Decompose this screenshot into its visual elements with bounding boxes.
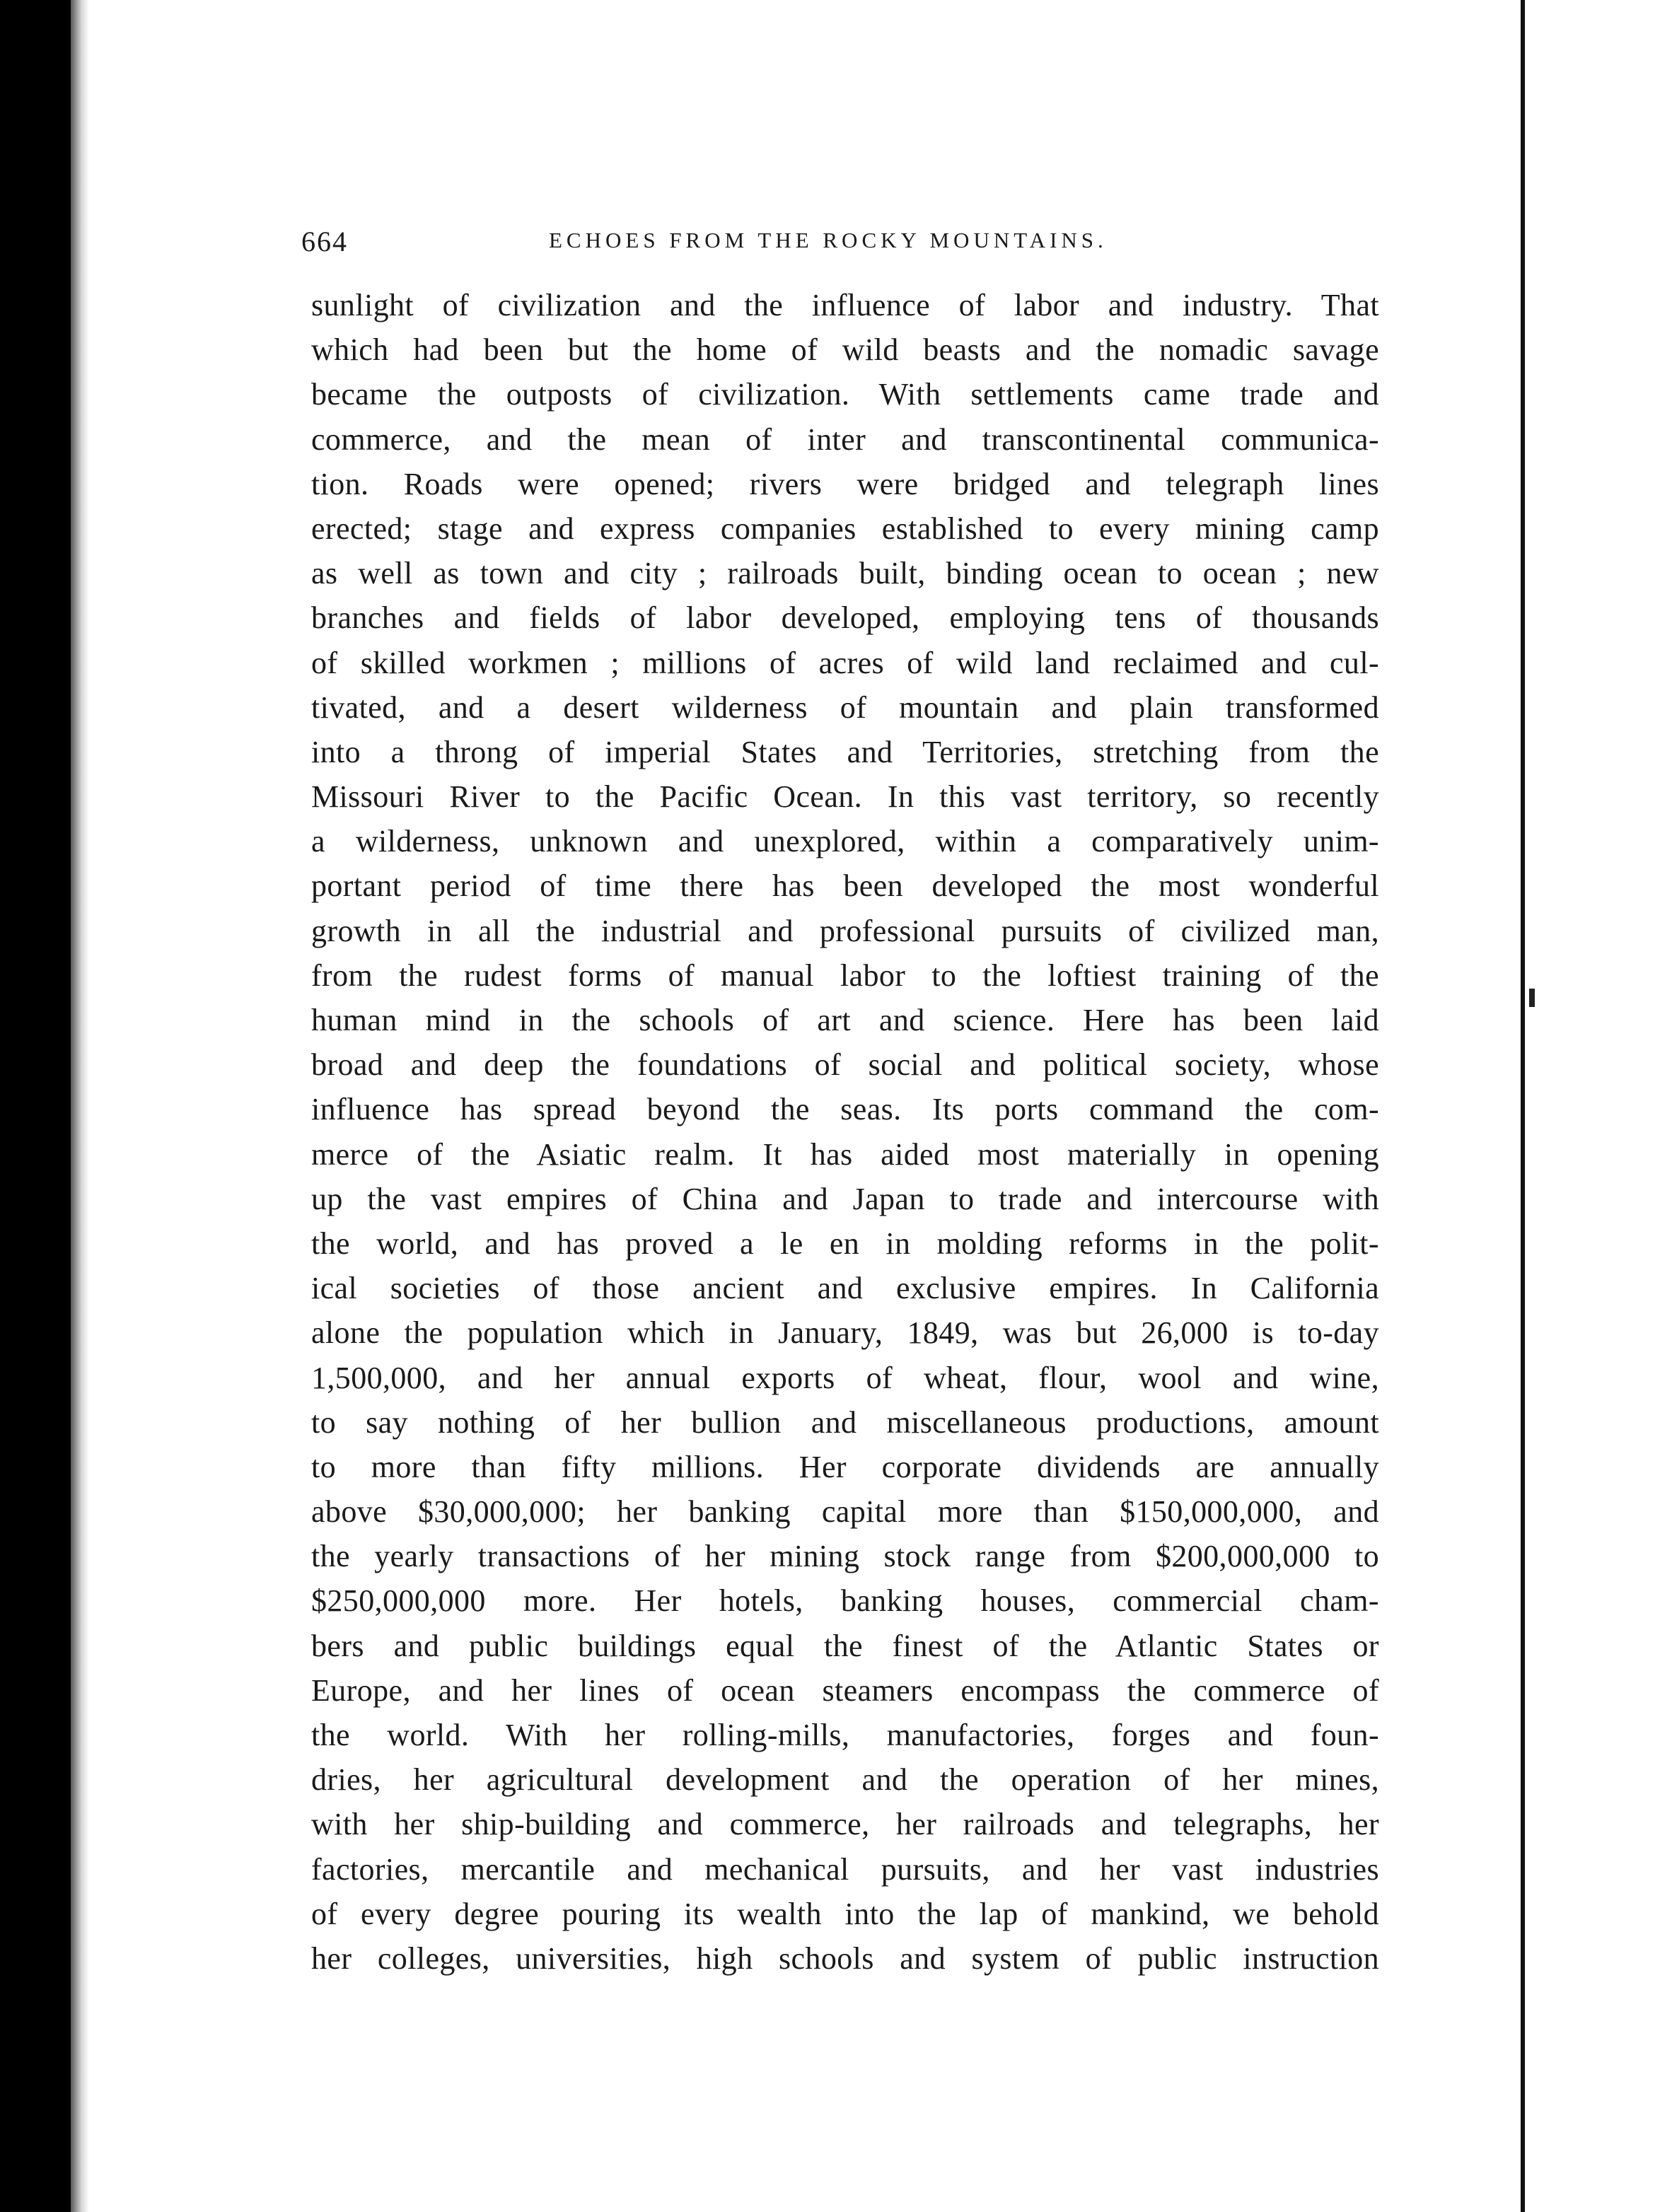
text-line: broad and deep the foundations of social and political society, whose — [311, 1047, 1379, 1083]
text-line: with her ship-building and commerce, her railroads and telegraphs, her — [311, 1807, 1379, 1842]
text-line: into a throng of imperial States and Territories, stretching from the — [311, 734, 1379, 769]
text-line: factories, mercantile and mechanical pursuits, and her vast industries — [311, 1851, 1379, 1887]
scan-left-shadow — [71, 0, 89, 2212]
text-line: the world, and has proved a le en in molding reforms in the polit- — [311, 1226, 1379, 1261]
text-line: which had been but the home of wild beasts and the nomadic savage — [311, 332, 1379, 368]
text-line: the world. With her rolling-mills, manufactories, forges and foun- — [311, 1718, 1379, 1752]
text-line: a wilderness, unknown and unexplored, within a comparatively unim- — [311, 824, 1379, 859]
text-line: the yearly transactions of her mining stock range from $200,000,000 to — [311, 1539, 1379, 1574]
text-line: branches and fields of labor developed, employing tens of thousands — [311, 600, 1379, 636]
text-line: merce of the Asiatic realm. It has aided most materially in opening — [311, 1136, 1379, 1172]
text-line: growth in all the industrial and professional pursuits of civilized man, — [311, 913, 1379, 948]
text-line: up the vast empires of China and Japan to trade and intercourse with — [311, 1181, 1379, 1216]
text-line: Europe, and her lines of ocean steamers encompass the commerce of — [311, 1672, 1379, 1708]
text-line: influence has spread beyond the seas. Its ports command the com- — [311, 1092, 1379, 1127]
text-line: tivated, and a desert wilderness of mountain and plain transformed — [311, 689, 1379, 725]
text-line: Missouri River to the Pacific Ocean. In this vast territory, so recently — [311, 779, 1379, 815]
text-line: to more than fifty millions. Her corporate dividends are annually — [311, 1449, 1379, 1484]
text-line: of every degree pouring its wealth into the lap of mankind, we behold — [311, 1896, 1379, 1931]
text-line: erected; stage and express companies established to every mining camp — [311, 511, 1379, 546]
text-line: her colleges, universities, high schools and system of public instruction — [311, 1940, 1379, 1976]
body-text — [311, 283, 1379, 1981]
text-line: commerce, and the mean of inter and transcontinental communica- — [311, 421, 1379, 457]
scan-right-margin — [1525, 0, 1672, 2212]
text-line: 1,500,000, and her annual exports of wheat, flour, wool and wine, — [311, 1360, 1379, 1395]
text-line: human mind in the schools of art and science. Here has been laid — [311, 1003, 1379, 1037]
text-line: of skilled workmen ; millions of acres of wild land reclaimed and cul- — [311, 645, 1379, 680]
text-line: $250,000,000 more. Her hotels, banking houses, commercial cham- — [311, 1583, 1379, 1619]
text-line: dries, her agricultural development and the operation of her mines, — [311, 1762, 1379, 1798]
scan-edge-mark — [1529, 989, 1535, 1007]
text-line: alone the population which in January, 1849, was but 26,000 is to-day — [311, 1315, 1379, 1351]
text-line: portant period of time there has been developed the most wonderful — [311, 868, 1379, 904]
scan-left-border — [0, 0, 71, 2212]
text-line: became the outposts of civilization. With settlements came trade and — [311, 377, 1379, 412]
text-line: sunlight of civilization and the influence of labor and industry. That — [311, 288, 1379, 322]
text-line: to say nothing of her bullion and miscellaneous productions, amount — [311, 1404, 1379, 1440]
page-number: 664 — [301, 226, 348, 257]
text-line: as well as town and city ; railroads built, binding ocean to ocean ; new — [311, 556, 1379, 591]
running-head — [301, 225, 1383, 260]
text-line: bers and public buildings equal the finest of the Atlantic States or — [311, 1628, 1379, 1663]
running-title: ECHOES FROM THE ROCKY MOUNTAINS. — [549, 228, 1108, 252]
text-line: ical societies of those ancient and exclusive empires. In California — [311, 1271, 1379, 1306]
text-line: above $30,000,000; her banking capital more than $150,000,000, and — [311, 1494, 1379, 1530]
text-line: from the rudest forms of manual labor to the loftiest training of the — [311, 957, 1379, 993]
text-line: tion. Roads were opened; rivers were bridged and telegraph lines — [311, 466, 1379, 501]
